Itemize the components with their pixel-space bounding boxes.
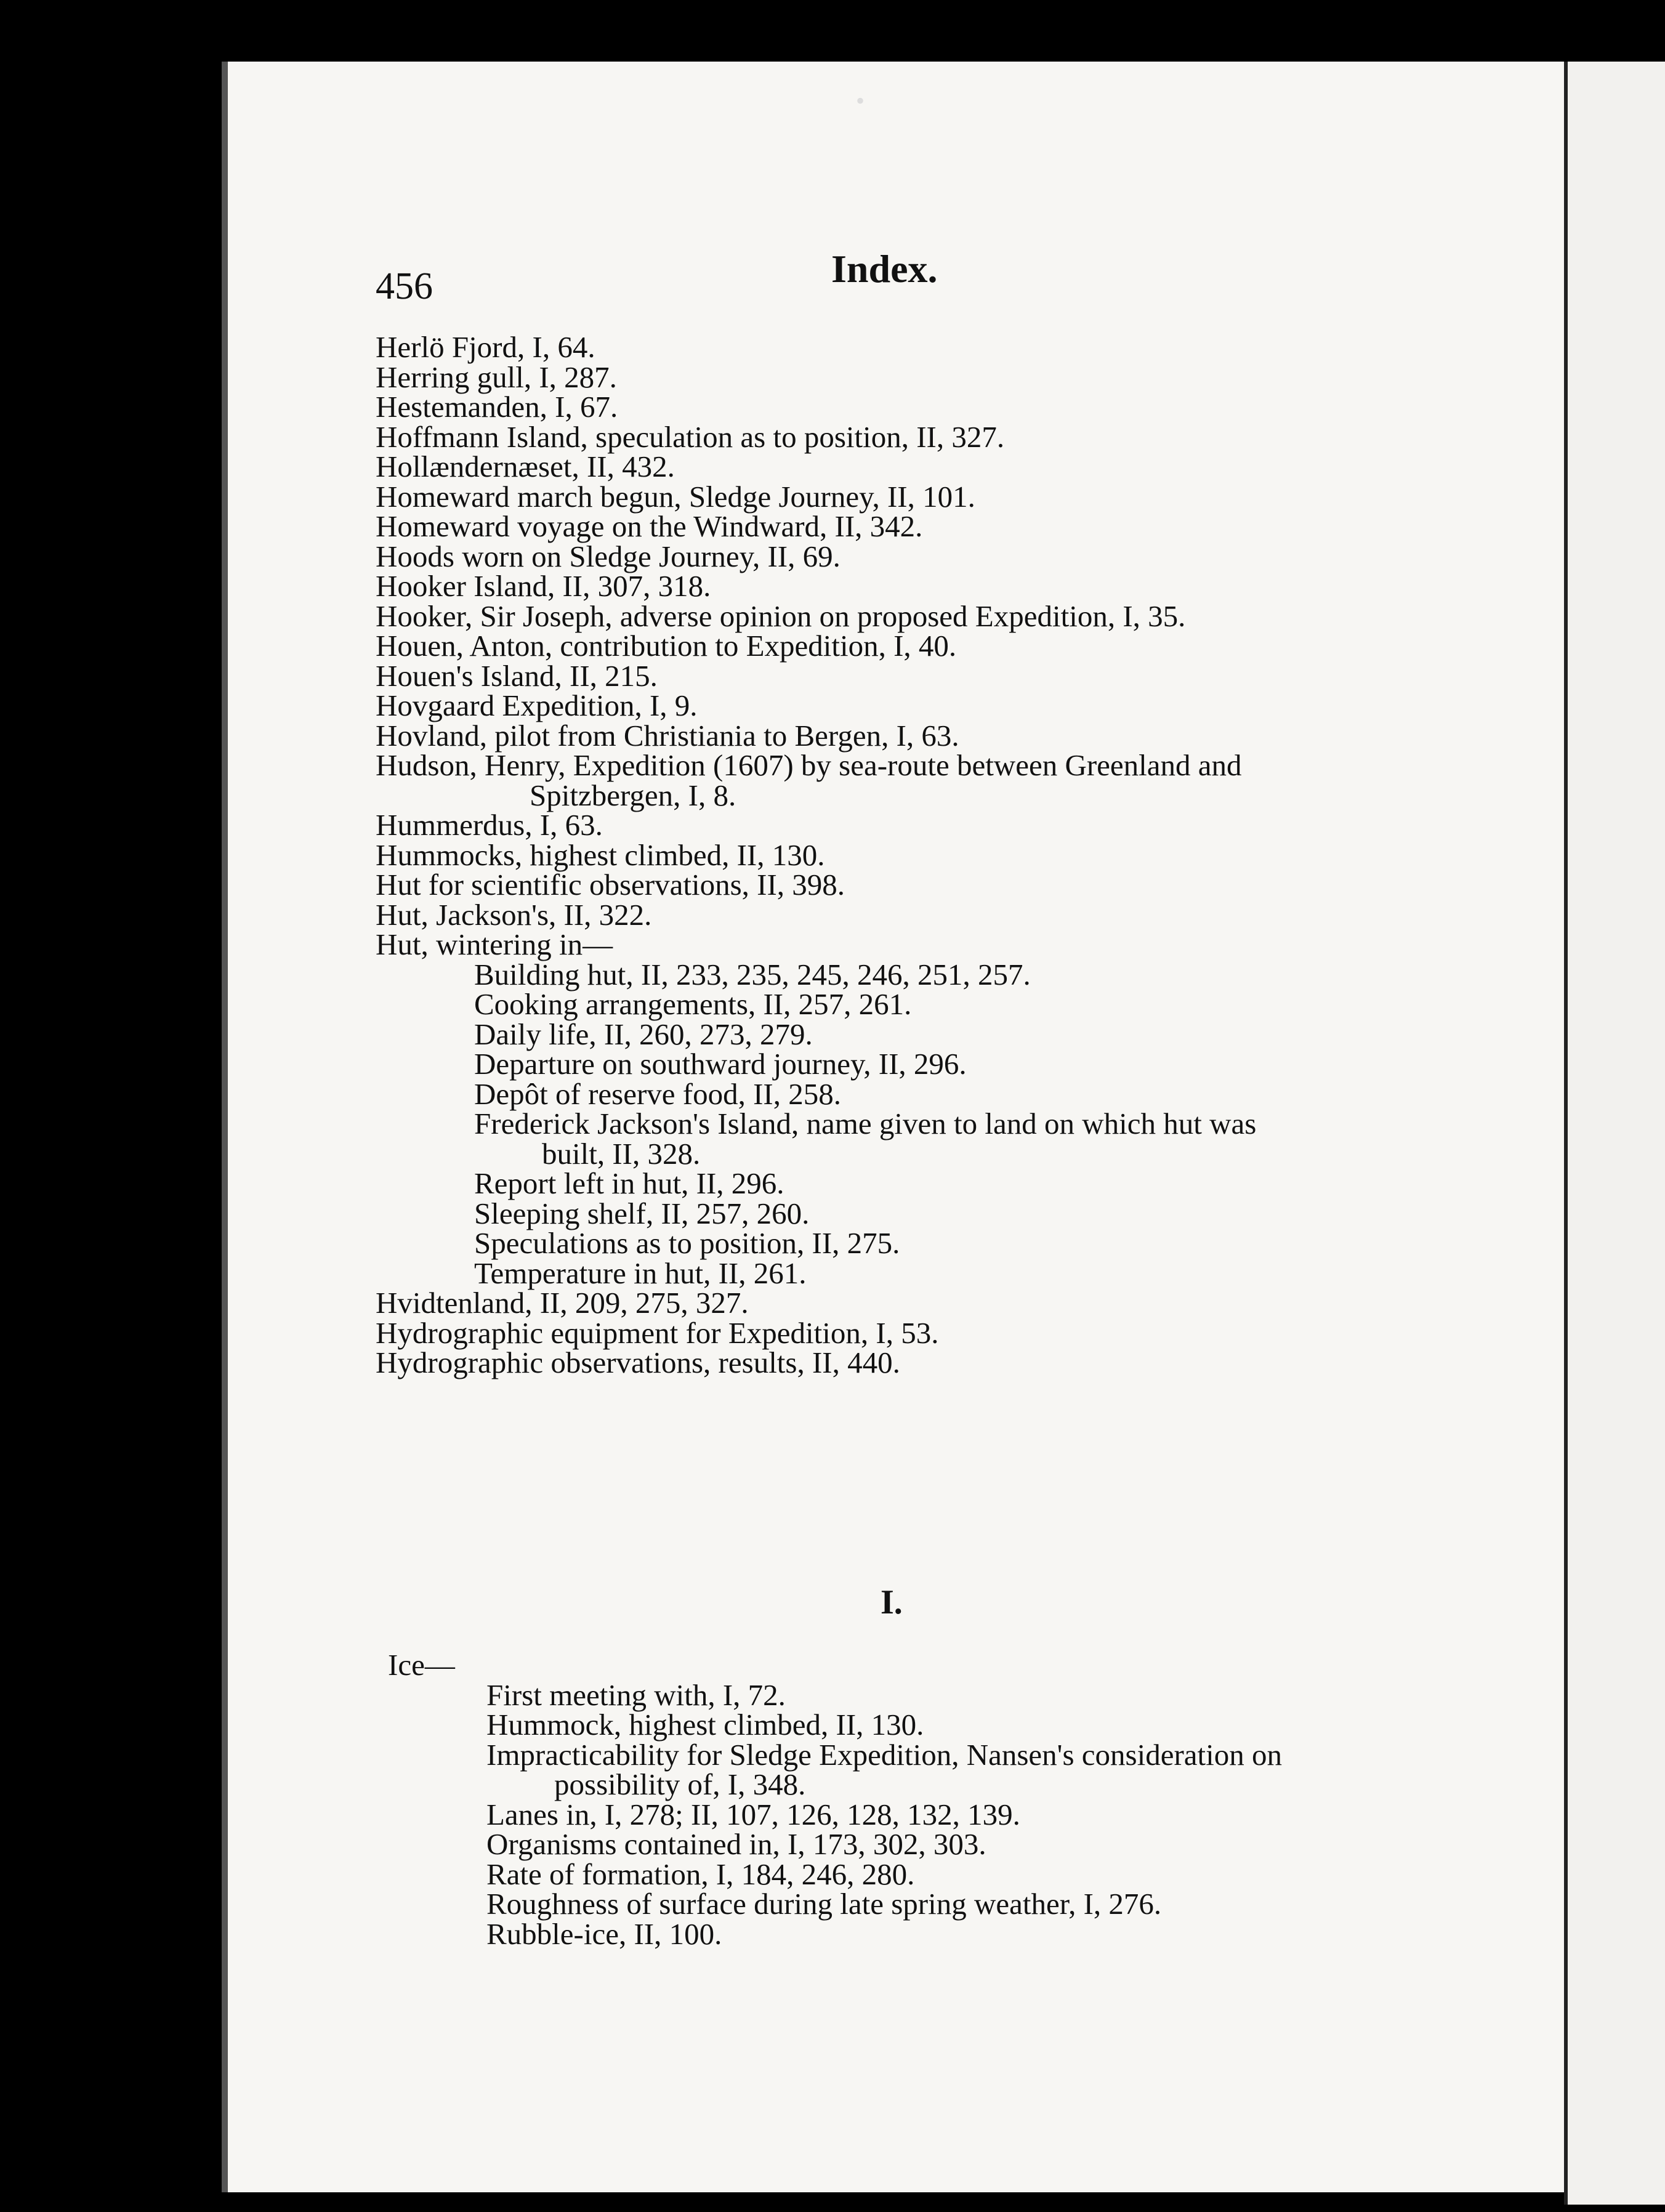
index-entry: Homeward voyage on the Windward, II, 342. <box>376 509 923 543</box>
index-entry: Hollændernæset, II, 432. <box>376 450 675 483</box>
index-entry: Hummock, highest climbed, II, 130. <box>486 1708 924 1742</box>
book-page <box>222 62 1582 2192</box>
index-entry: Hydrographic observations, results, II, 440. <box>376 1346 900 1379</box>
index-entry: Departure on southward journey, II, 296. <box>474 1047 967 1081</box>
index-entry: Hooker Island, II, 307, 318. <box>376 569 711 603</box>
index-entry: Depôt of reserve food, II, 258. <box>474 1076 841 1111</box>
index-entry: Hut, wintering in— <box>376 927 613 961</box>
index-entry: Hovland, pilot from Christiania to Bergen, I, 63. <box>376 718 959 753</box>
index-entry: Sleeping shelf, II, 257, 260. <box>474 1196 810 1230</box>
index-entry: Herlö Fjord, I, 64. <box>376 330 595 364</box>
index-entry: possibility of, I, 348. <box>554 1767 806 1801</box>
index-entry: Hudson, Henry, Expedition (1607) by sea-route between Greenland and <box>376 748 1242 782</box>
page-title: Index. <box>831 247 938 291</box>
page-number: 456 <box>376 265 433 307</box>
index-entry: Speculations as to position, II, 275. <box>474 1226 900 1260</box>
index-entry: Hvidtenland, II, 209, 275, 327. <box>376 1286 749 1320</box>
index-entries-i <box>388 1650 1589 1949</box>
index-entry: Building hut, II, 233, 235, 245, 246, 251, 257. <box>474 957 1031 991</box>
index-entry: Hummerdus, I, 63. <box>376 808 603 842</box>
index-entry: First meeting with, I, 72. <box>486 1677 786 1712</box>
next-page-edge <box>1564 62 1665 2205</box>
index-entry: Impracticability for Sledge Expedition, Nansen's consideration on <box>486 1737 1283 1772</box>
index-entry: Hestemanden, I, 67. <box>376 390 618 424</box>
index-entry: Rubble-ice, II, 100. <box>486 1916 722 1951</box>
index-entry: Hooker, Sir Joseph, adverse opinion on proposed Expedition, I, 35. <box>376 599 1186 633</box>
index-entry: Houen's Island, II, 215. <box>376 658 658 693</box>
index-entry: Hydrographic equipment for Expedition, I, 53. <box>376 1315 939 1350</box>
index-entry: Herring gull, I, 287. <box>376 360 617 394</box>
index-entry: Organisms contained in, I, 173, 302, 303. <box>486 1827 986 1861</box>
index-entry: Homeward march begun, Sledge Journey, II, 101. <box>376 479 975 514</box>
index-entry: Hummocks, highest climbed, II, 130. <box>376 838 825 872</box>
index-entry: Houen, Anton, contribution to Expedition, I, 40. <box>376 629 957 663</box>
section-letter: I. <box>881 1583 903 1621</box>
index-entry: Hoods worn on Sledge Journey, II, 69. <box>376 539 841 573</box>
index-entry: Temperature in hut, II, 261. <box>474 1256 807 1290</box>
index-entry: Hovgaard Expedition, I, 9. <box>376 688 698 722</box>
index-entry: Cooking arrangements, II, 257, 261. <box>474 987 912 1021</box>
index-entry: Report left in hut, II, 296. <box>474 1166 784 1200</box>
index-entry: Hut for scientific observations, II, 398. <box>376 868 845 902</box>
index-entry: Frederick Jackson's Island, name given to land on which hut was <box>474 1107 1257 1140</box>
index-entry: built, II, 328. <box>542 1136 701 1171</box>
index-entry: Hoffmann Island, speculation as to position, II, 327. <box>376 419 1005 454</box>
index-entry: Roughness of surface during late spring weather, I, 276. <box>486 1887 1162 1921</box>
index-entry: Rate of formation, I, 184, 246, 280. <box>486 1857 915 1891</box>
index-entry: Hut, Jackson's, II, 322. <box>376 897 652 932</box>
index-entry: Ice— <box>388 1648 455 1682</box>
index-entry: Spitzbergen, I, 8. <box>530 778 736 812</box>
index-entry: Daily life, II, 260, 273, 279. <box>474 1017 813 1051</box>
index-entry: Lanes in, I, 278; II, 107, 126, 128, 132, 139. <box>486 1797 1020 1831</box>
index-entries-h <box>376 330 1576 1379</box>
ink-mark: • <box>856 87 865 115</box>
